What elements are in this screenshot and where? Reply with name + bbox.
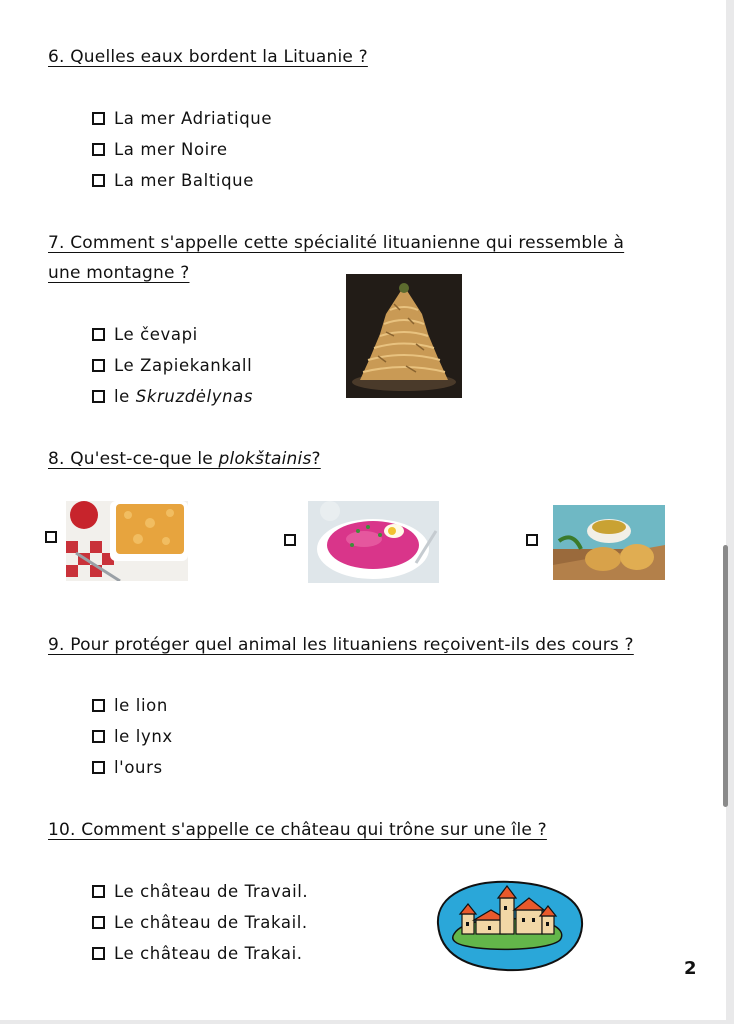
question-6-options (92, 103, 272, 196)
checkbox-icon[interactable] (92, 916, 105, 929)
option-item[interactable] (92, 134, 272, 165)
option-label: Le château de Travail. (114, 882, 309, 901)
skruzdelynas-photo (346, 274, 462, 398)
option-label: La mer Noire (114, 140, 228, 159)
question-7-options (92, 319, 253, 412)
question-8-prefix: 8. Qu'est-ce-que le (48, 449, 219, 469)
pastries-with-broth-photo[interactable] (553, 505, 665, 580)
plokstainis-casserole-photo[interactable] (66, 501, 188, 581)
question-6 (48, 42, 368, 72)
option-label: le (114, 387, 130, 406)
checkbox-icon[interactable] (92, 359, 105, 372)
option-label: le lynx (114, 727, 173, 746)
question-9-options (92, 690, 173, 783)
question-10-options (92, 876, 308, 969)
checkbox-icon[interactable] (92, 328, 105, 341)
option-item[interactable] (92, 938, 308, 969)
checkbox-icon[interactable] (526, 534, 538, 546)
checkbox-icon[interactable] (92, 885, 105, 898)
option-item[interactable] (92, 103, 272, 134)
option-item[interactable] (92, 721, 173, 752)
option-item[interactable] (92, 690, 173, 721)
option-label: Le château de Trakai. (114, 944, 303, 963)
checkbox-icon[interactable] (92, 112, 105, 125)
checkbox-icon[interactable] (92, 699, 105, 712)
option-item[interactable] (92, 876, 308, 907)
question-10-text: 10. Comment s'appelle ce château qui trône sur une île ? (48, 820, 547, 840)
option-item[interactable] (92, 752, 173, 783)
option-label: Le čevapi (114, 325, 198, 344)
checkbox-icon[interactable] (92, 143, 105, 156)
question-8-text (48, 449, 321, 469)
option-label-italic: Skruzdėlynas (135, 387, 254, 406)
option-label: Le Zapiekankall (114, 356, 253, 375)
checkbox-icon[interactable] (92, 947, 105, 960)
option-label: le lion (114, 696, 168, 715)
option-item[interactable] (92, 381, 253, 412)
cold-beet-soup-photo[interactable] (308, 501, 439, 583)
option-label: La mer Adriatique (114, 109, 273, 128)
option-label: La mer Baltique (114, 171, 254, 190)
island-castle-illustration (432, 876, 586, 974)
option-label: l'ours (114, 758, 163, 777)
page-number: 2 (684, 958, 697, 979)
option-item[interactable] (92, 907, 308, 938)
checkbox-icon[interactable] (92, 174, 105, 187)
question-7-line-1: 7. Comment s'appelle cette spécialité lituanienne qui ressemble à (48, 233, 625, 253)
option-item[interactable] (92, 165, 272, 196)
question-9 (48, 630, 634, 660)
question-10 (48, 815, 547, 845)
checkbox-icon[interactable] (45, 531, 57, 543)
question-8-suffix: ? (311, 449, 321, 469)
question-7-line-2: une montagne ? (48, 263, 190, 283)
vertical-scrollbar[interactable] (723, 545, 728, 807)
question-7 (48, 228, 624, 288)
checkbox-icon[interactable] (284, 534, 296, 546)
option-item[interactable] (92, 319, 253, 350)
question-9-text: 9. Pour protéger quel animal les lituaniens reçoivent-ils des cours ? (48, 635, 634, 655)
checkbox-icon[interactable] (92, 390, 105, 403)
option-label: Le château de Trakail. (114, 913, 308, 932)
option-item[interactable] (92, 350, 253, 381)
question-8-italic: plokštainis (218, 449, 312, 469)
checkbox-icon[interactable] (92, 761, 105, 774)
question-6-text: 6. Quelles eaux bordent la Lituanie ? (48, 47, 368, 67)
question-8 (48, 444, 321, 474)
checkbox-icon[interactable] (92, 730, 105, 743)
